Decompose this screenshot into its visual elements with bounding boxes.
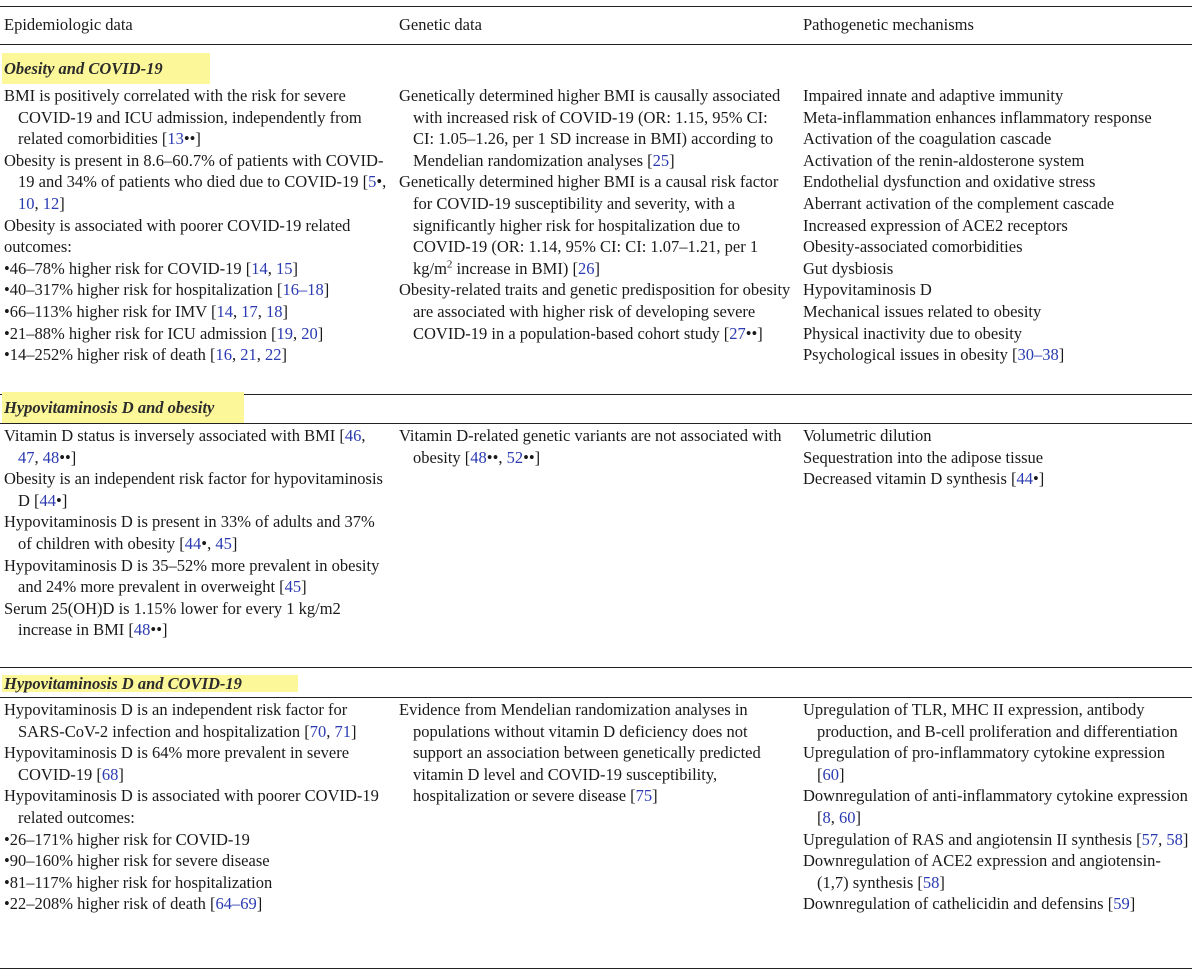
mechanism-item: Physical inactivity due to obesity [803, 323, 1023, 343]
epi-item: Hypovitaminosis D is present in 33% of adults and 37% of children with obesity [44•, 45] [4, 512, 375, 553]
section1-pathogenetic [803, 85, 1189, 366]
mechanism-item: Gut dysbiosis [803, 258, 894, 278]
bullet-item: •46–78% higher risk for COVID-19 [14, 15] [4, 258, 299, 278]
table-top-rule [0, 6, 1192, 7]
mechanism-item: Downregulation of cathelicidin and defensins [59] [803, 894, 1136, 914]
ref-link[interactable]: 45 [215, 533, 232, 553]
ref-link[interactable]: 25 [652, 150, 670, 170]
bullet-item: •22–208% higher risk of death [64–69] [4, 894, 263, 914]
epi-item: Serum 25(OH)D is 1.15% lower for every 1 kg/m2 increase in BMI [48••] [4, 598, 341, 640]
ref-link[interactable]: 44 [184, 533, 202, 553]
mechanism-item: Endothelial dysfunction and oxidative stress [803, 172, 1096, 192]
section1-genetic [399, 85, 791, 344]
section2-genetic [399, 425, 791, 468]
mechanism-item: Upregulation of pro-inflammatory cytokine expression [60] [803, 743, 1165, 784]
bullet-item: •14–252% higher risk of death [16, 21, 22] [4, 345, 288, 365]
section3-rule-bottom [0, 697, 1192, 698]
section2-rule-bottom [0, 423, 1192, 424]
epi-item: Hypovitaminosis D is 35–52% more prevalent in obesity and 24% more prevalent in overweight [45] [4, 555, 380, 597]
bullet-item: •81–117% higher risk for hospitalization [4, 872, 273, 892]
bullet-item: •21–88% higher risk for ICU admission [19, 20] [4, 323, 324, 343]
mechanism-item: Activation of the coagulation cascade [803, 129, 1052, 149]
section-title-hypovit-covid: Hypovitaminosis D and COVID-19 [2, 668, 298, 699]
ref-link[interactable]: 8 [822, 807, 831, 827]
mechanism-item: Upregulation of RAS and angiotensin II synthesis [57, 58] [803, 829, 1189, 849]
ref-link[interactable]: 10 [18, 193, 35, 213]
ref-link[interactable]: 60 [839, 807, 856, 827]
gen-item: Vitamin D-related genetic variants are not associated with obesity [48••, 52••] [399, 426, 782, 467]
ref-link[interactable]: 26 [577, 258, 595, 278]
ref-link[interactable]: 48 [470, 447, 487, 467]
gen-item: Evidence from Mendelian randomization analyses in populations without vitamin D deficiency does not support an association between genetically predicted vitamin D level and COVID-19 susceptibility, hospitalization or severe disease [75] [399, 700, 761, 806]
ref-link[interactable]: 58 [1166, 829, 1183, 849]
gen-item: Genetically determined higher BMI is a causal risk factor for COVID-19 susceptibility and severity, with a significantly higher risk for hospitalization due to COVID-19 (OR: 1.14, 95% CI: CI: 1.07–1.21, per 1 $kg/m^2$ increase in BMI) [26] [399, 172, 779, 278]
ref-link[interactable]: 58 [922, 872, 940, 892]
ref-link[interactable]: 48 [133, 620, 151, 640]
ref-link[interactable]: 12 [42, 193, 60, 213]
ref-link[interactable]: 52 [506, 447, 524, 467]
section-title-obesity-covid: Obesity and COVID-19 [2, 53, 210, 84]
ref-link[interactable]: 75 [635, 786, 653, 806]
mechanism-item: Mechanical issues related to obesity [803, 301, 1042, 321]
epi-item: Hypovitaminosis D is associated with poorer COVID-19 related outcomes: [4, 786, 379, 827]
epi-item: Obesity is present in 8.6–60.7% of patients with COVID-19 and 34% of patients who died due to COVID-19 [5•, 10, 12] [4, 150, 387, 213]
ref-link[interactable]: 68 [101, 764, 119, 784]
ref-link[interactable]: 46 [344, 426, 362, 445]
epi-item: Vitamin D status is inversely associated with BMI [46, 47, 48••] [4, 426, 366, 467]
ref-link[interactable]: 60 [822, 764, 839, 784]
mechanism-item: Meta-inflammation enhances inflammatory response [803, 107, 1152, 127]
ref-link[interactable]: 20 [301, 323, 318, 343]
ref-link[interactable]: 5 [368, 172, 377, 192]
ref-link[interactable]: 45 [284, 577, 302, 597]
ref-link[interactable]: 22 [265, 345, 282, 365]
mechanism-item: Psychological issues in obesity [30–38] [803, 345, 1065, 365]
ref-link[interactable]: 27 [729, 323, 746, 343]
bullet-item: •40–317% higher risk for hospitalization [16–18] [4, 280, 330, 300]
epi-item: Obesity is an independent risk factor for hypovitaminosis D [44•] [4, 469, 383, 510]
ref-link[interactable]: 13 [167, 129, 184, 149]
epi-item: BMI is positively correlated with the risk for severe COVID-19 and ICU admission, independently from related comorbidities [13••] [4, 86, 362, 149]
epi-item: Hypovitaminosis D is 64% more prevalent in severe COVID-19 [68] [4, 743, 350, 784]
ref-link[interactable]: 57 [1141, 829, 1159, 849]
gen-item: Obesity-related traits and genetic predisposition for obesity are associated with higher risk of developing severe COVID-19 in a population-based cohort study [27••] [399, 280, 791, 343]
ref-link[interactable]: 44 [1016, 469, 1034, 489]
ref-link[interactable]: 19 [276, 323, 293, 343]
header-genetic: Genetic data [399, 15, 482, 34]
bullet-item: •90–160% higher risk for severe disease [4, 851, 270, 871]
ref-link[interactable]: 48 [42, 447, 60, 467]
bullet-item: •66–113% higher risk for IMV [14, 17, 18] [4, 301, 288, 321]
mechanism-item: Downregulation of anti-inflammatory cytokine expression [8, 60] [803, 786, 1188, 827]
table-bottom-rule [0, 968, 1192, 969]
ref-link[interactable]: 44 [39, 490, 57, 510]
ref-link[interactable]: 16–18 [282, 280, 324, 300]
epi-item: Hypovitaminosis D is an independent risk factor for SARS-CoV-2 infection and hospitalization [70, 71] [4, 700, 357, 741]
ref-link[interactable]: 18 [265, 301, 283, 321]
ref-link[interactable]: 14 [251, 258, 268, 278]
mechanism-item: Aberrant activation of the complement cascade [803, 193, 1115, 213]
section2-pathogenetic [803, 425, 1189, 490]
mechanism-item: Obesity-associated comorbidities [803, 237, 1023, 257]
section-title-hypovit-obesity: Hypovitaminosis D and obesity [2, 392, 244, 423]
ref-link[interactable]: 15 [276, 258, 293, 278]
section1-epidemiologic [4, 85, 388, 366]
section3-pathogenetic [803, 699, 1189, 915]
header-epidemiologic: Epidemiologic data [4, 15, 133, 34]
section3-genetic [399, 699, 791, 807]
mechanism-item: Decreased vitamin D synthesis [44•] [803, 469, 1045, 489]
mechanism-item: Increased expression of ACE2 receptors [803, 215, 1068, 235]
mechanism-item: Sequestration into the adipose tissue [803, 447, 1044, 467]
mechanism-item: Activation of the renin-aldosterone system [803, 150, 1085, 170]
ref-link[interactable]: 21 [240, 345, 257, 365]
ref-link[interactable]: 70 [309, 721, 327, 741]
section3-epidemiologic [4, 699, 388, 915]
ref-link[interactable]: 17 [241, 301, 258, 321]
mechanism-item: Hypovitaminosis D [803, 280, 932, 300]
mechanism-item: Upregulation of TLR, MHC II expression, antibody production, and B-cell proliferation and differentiation [803, 700, 1178, 741]
ref-link[interactable]: 59 [1113, 894, 1130, 914]
ref-link[interactable]: 71 [334, 721, 352, 741]
mechanism-item: Volumetric dilution [803, 426, 932, 445]
ref-link[interactable]: 16 [215, 345, 233, 365]
header-pathogenetic: Pathogenetic mechanisms [803, 15, 974, 34]
epi-item: Obesity is associated with poorer COVID-19 related outcomes: [4, 215, 351, 257]
gen-item: Genetically determined higher BMI is causally associated with increased risk of COVID-19 (OR: 1.15, 95% CI: CI: 1.05–1.26, per 1 SD increase in BMI) according to Mendelian randomization analyses [25] [399, 86, 781, 170]
header-rule [0, 44, 1192, 45]
mechanism-item: Impaired innate and adaptive immunity [803, 86, 1064, 105]
mechanism-item: Downregulation of ACE2 expression and angiotensin-(1,7) synthesis [58] [803, 851, 1161, 892]
ref-link[interactable]: 47 [18, 447, 35, 467]
ref-link[interactable]: 14 [216, 301, 233, 321]
ref-link[interactable]: 30–38 [1017, 345, 1059, 365]
bullet-item: •26–171% higher risk for COVID-19 [4, 829, 250, 849]
section2-epidemiologic [4, 425, 388, 641]
ref-link[interactable]: 64–69 [215, 894, 257, 914]
